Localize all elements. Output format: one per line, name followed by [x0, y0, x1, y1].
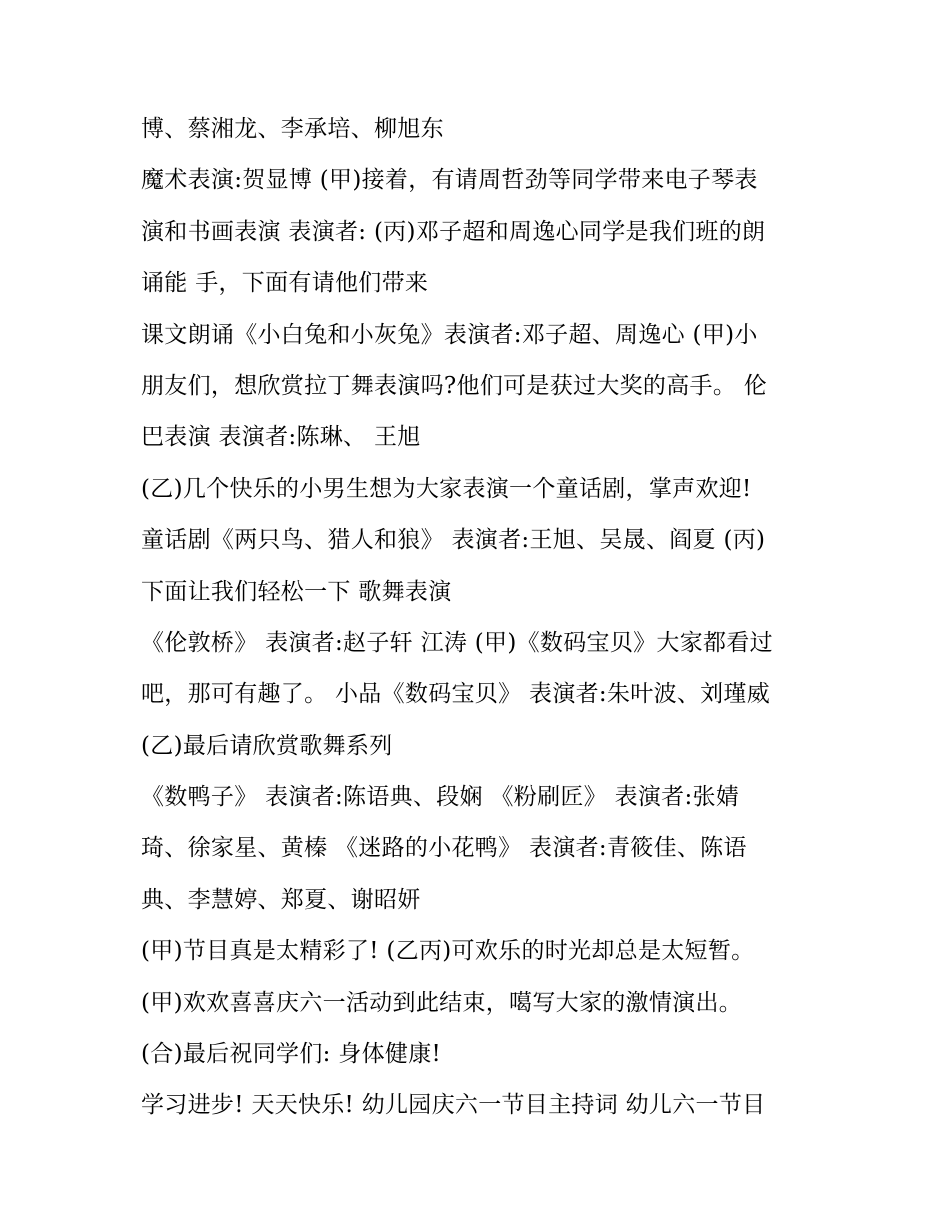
text-line: 巴表演 表演者:陈琳、 王旭	[141, 424, 421, 451]
text-line: 课文朗诵《小白兔和小灰兔》表演者:邓子超、周逸心 (甲)小	[141, 321, 758, 348]
text-line: (合)最后祝同学们: 身体健康!	[141, 1041, 442, 1068]
text-line: 朋友们，想欣赏拉丁舞表演吗?他们可是获过大奖的高手。 伦	[141, 372, 768, 399]
text-line: 《伦敦桥》 表演者:赵子轩 江涛 (甲)《数码宝贝》大家都看过	[141, 629, 773, 656]
text-line: (乙)最后请欣赏歌舞系列	[141, 732, 393, 759]
text-line: 童话剧《两只鸟、猎人和狼》 表演者:王旭、吴晟、阎夏 (丙)	[141, 527, 766, 554]
text-line: (乙)几个快乐的小男生想为大家表演一个童话剧，掌声欢迎!	[141, 475, 752, 502]
text-line: 演和书画表演 表演者: (丙)邓子超和周逸心同学是我们班的朗	[141, 218, 766, 245]
text-line: 博、蔡湘龙、李承培、柳旭东	[141, 116, 444, 142]
text-line: 琦、徐家星、黄榛 《迷路的小花鸭》 表演者:青筱佳、陈语	[141, 835, 747, 862]
text-line: 魔术表演:贺显博 (甲)接着，有请周哲劲等同学带来电子琴表	[141, 167, 758, 194]
text-line: 典、李慧婷、郑夏、谢昭妍	[141, 886, 421, 913]
text-line: 学习进步! 天天快乐! 幼儿园庆六一节目主持词 幼儿六一节目	[141, 1092, 766, 1119]
text-line: 下面让我们轻松一下 歌舞表演	[141, 578, 452, 605]
text-line: 吧，那可有趣了。 小品《数码宝贝》 表演者:朱叶波、刘瑾威	[141, 681, 771, 708]
text-line: (甲)节目真是太精彩了! (乙丙)可欢乐的时光却总是太短暂。	[141, 938, 755, 965]
text-line: 诵能 手，下面有请他们带来	[141, 270, 429, 297]
text-line: 《数鸭子》 表演者:陈语典、段娴 《粉刷匠》 表演者:张婧	[141, 784, 740, 811]
text-line: (甲)欢欢喜喜庆六一活动到此结束，噶写大家的激情演出。	[141, 989, 743, 1016]
document-body	[141, 108, 821, 1136]
